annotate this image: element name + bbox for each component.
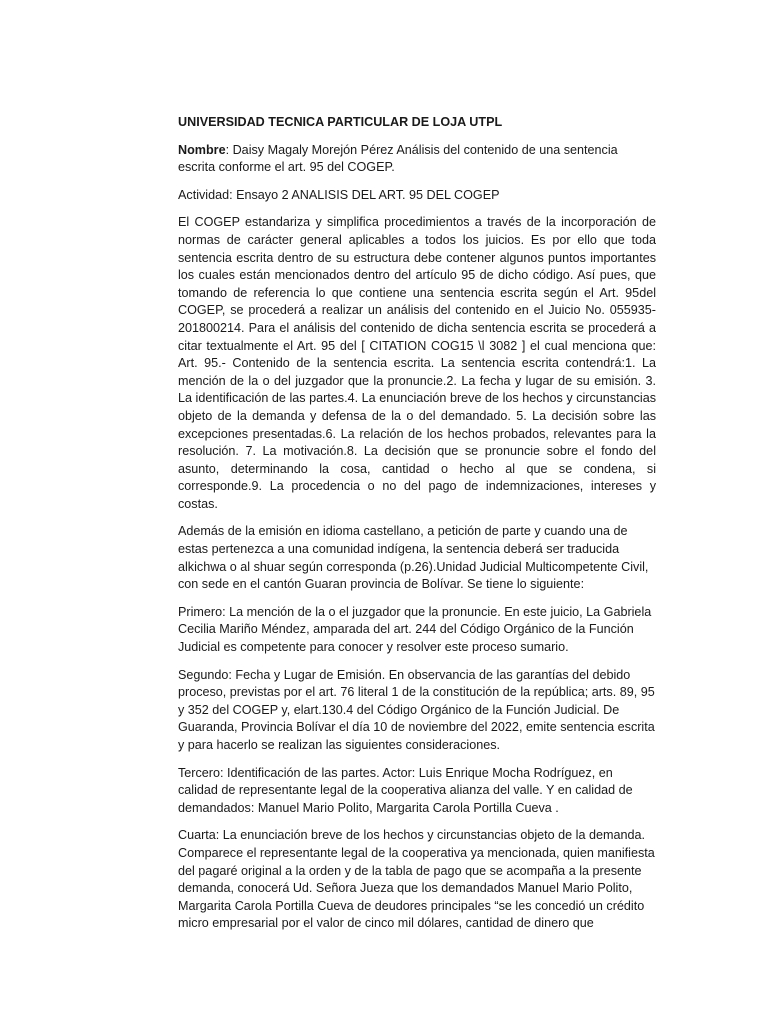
name-label: Nombre	[178, 142, 226, 157]
paragraph-intro: El COGEP estandariza y simplifica procedimientos a través de la incorporación de normas de carácter general aplicables a todos los juicios. Es por ello que toda sentencia escrita dentro de su estructura debe contener algunos puntos importantes los cuales están mencionados dentro del artículo 95 de dicho código. Así pues, que tomando de referencia lo que contiene una sentencia escrita según el Art. 95del COGEP, se procederá a realizar un análisis del contenido en el Juicio No. 055935-201800214. Para el análisis del contenido de dicha sentencia escrita se procederá a citar textualmente el Art. 95 del [ CITATION COG15 \l 3082 ] el cual menciona que: Art. 95.- Contenido de la sentencia escrita. La sentencia escrita contendrá:1. La mención de la o del juzgador que la pronuncie.2. La fecha y lugar de su emisión. 3. La identificación de las partes.4. La enunciación breve de los hechos y circunstancias objeto de la demanda y defensa de la o del demandado. 5. La decisión sobre las excepciones presentadas.6. La relación de los hechos probados, relevantes para la resolución. 7. La motivación.8. La decisión que se pronuncie sobre el fondo del asunto, determinando la cosa, cantidad o hecho al que se condena, si corresponde.9. La procedencia o no del pago de indemnizaciones, intereses y costas.	[178, 215, 656, 511]
paragraph-segundo: Segundo: Fecha y Lugar de Emisión. En observancia de las garantías del debido proceso, previstas por el art. 76 literal 1 de la constitución de la república; arts. 89, 95 y 352 del COGEP y, elart.130.4 del Código Orgánico de la Función Judicial. De Guaranda, Provincia Bolívar el día 10 de noviembre del 2022, emite sentencia escrita y para hacerlo se realizan las siguientes consideraciones.	[178, 667, 655, 752]
document-body	[178, 114, 656, 943]
paragraph-language: Además de la emisión en idioma castellano, a petición de parte y cuando una de estas pertenezca a una comunidad indígena, la sentencia deberá ser traducida alkichwa o al shuar según corresponda (p.26).Unidad Judicial Multicompetente Civil, con sede en el cantón Guaran provincia de Bolívar. Se tiene lo siguiente:	[178, 524, 649, 592]
activity-line: Actividad: Ensayo 2 ANALISIS DEL ART. 95 DEL COGEP	[178, 187, 500, 202]
paragraph-cuarta: Cuarta: La enunciación breve de los hechos y circunstancias objeto de la demanda. Comparece el representante legal de la cooperativa ya mencionada, quien manifiesta del pagaré original a la orden y de la tabla de pago que se acompaña a la presente demanda, conocerá Ud. Señora Jueza que los demandados Manuel Mario Polito, Margarita Carola Portilla Cueva de deudores principales “se les concedió un crédito micro empresarial por el valor de cinco mil dólares, cantidad de dinero que	[178, 828, 655, 931]
paragraph-primero: Primero: La mención de la o el juzgador que la pronuncie. En este juicio, La Gabriela Cecilia Mariño Méndez, amparada del art. 244 del Código Orgánico de la Función Judicial es competente para conocer y resolver este proceso sumario.	[178, 604, 652, 655]
document-title: UNIVERSIDAD TECNICA PARTICULAR DE LOJA UTPL	[178, 115, 503, 129]
paragraph-tercero: Tercero: Identificación de las partes. Actor: Luis Enrique Mocha Rodríguez, en calidad de representante legal de la cooperativa alianza del valle. Y en calidad de demandados: Manuel Mario Polito, Margarita Carola Portilla Cueva .	[178, 765, 633, 815]
name-line	[178, 142, 656, 177]
name-text: : Daisy Magaly Morejón Pérez Análisis del contenido de una sentencia escrita conforme el art. 95 del COGEP.	[178, 142, 618, 175]
